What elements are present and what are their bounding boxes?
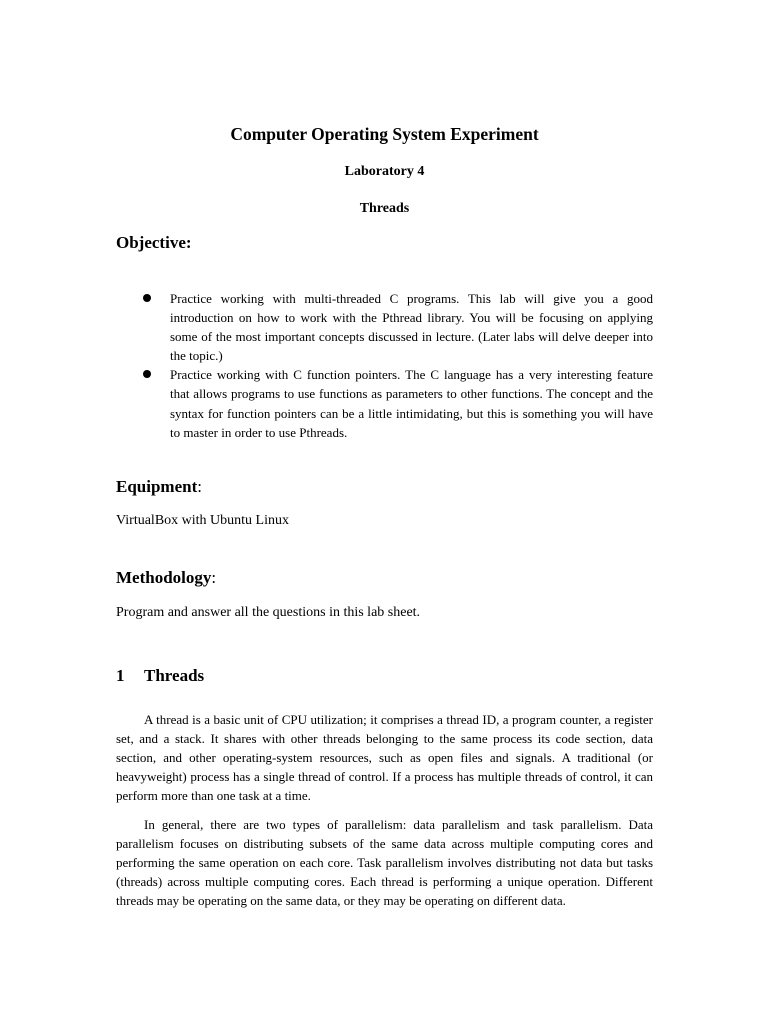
section-1-heading	[116, 666, 204, 686]
equipment-heading	[116, 477, 202, 497]
threads-paragraph-2: In general, there are two types of parallelism: data parallelism and task parallelism. Data parallelism focuses on distributing subsets of the same data across multiple computing cores and performing the same operation on each core. Task parallelism involves distributing not data but tasks (threads) across multiple computing cores. Each thread is performing a unique operation. Different threads may be operating on the same data, or they may be operating on different data.	[116, 817, 653, 909]
equipment-heading-label: Equipment	[116, 477, 198, 496]
objective-bullet-text: Practice working with multi-threaded C programs. This lab will give you a good introduction on how to work with the Pthread library. You will be focusing on applying some of the most important concepts discussed in lecture. (Later labs will delve deeper into the topic.)	[170, 291, 653, 364]
bullet-icon	[143, 370, 151, 378]
objective-list	[116, 289, 653, 442]
objective-bullet-2	[116, 365, 653, 441]
bullet-icon	[143, 294, 151, 302]
lab-number: Laboratory 4	[344, 164, 425, 179]
objective-bullet-1	[116, 289, 653, 365]
section-title: Threads	[144, 666, 205, 685]
methodology-text: Program and answer all the questions in this lab sheet.	[116, 605, 421, 620]
objective-bullet-text: Practice working with C function pointers. The C language has a very interesting feature that allows programs to use functions as parameters to other functions. The concept and the syntax for function pointers can be a little intimidating, but this is something you will have to master in order to use Pthreads.	[170, 367, 653, 440]
section-number: 1	[116, 666, 125, 685]
lab-topic: Threads	[359, 201, 410, 216]
objective-heading: Objective:	[116, 233, 192, 252]
threads-paragraph-1: A thread is a basic unit of CPU utilization; it comprises a thread ID, a program counter, a register set, and a stack. It shares with other threads belonging to the same process its code section, data section, and other operating-system resources, such as open files and signals. A traditional (or heavyweight) process has a single thread of control. If a process has multiple threads of control, it can perform more than one task at a time.	[116, 712, 653, 804]
equipment-text: VirtualBox with Ubuntu Linux	[116, 513, 289, 528]
document-title: Computer Operating System Experiment	[230, 124, 539, 144]
methodology-heading	[116, 568, 216, 588]
methodology-heading-label: Methodology	[116, 568, 212, 587]
equipment-heading-colon: :	[197, 477, 202, 496]
methodology-heading-colon: :	[211, 568, 217, 587]
